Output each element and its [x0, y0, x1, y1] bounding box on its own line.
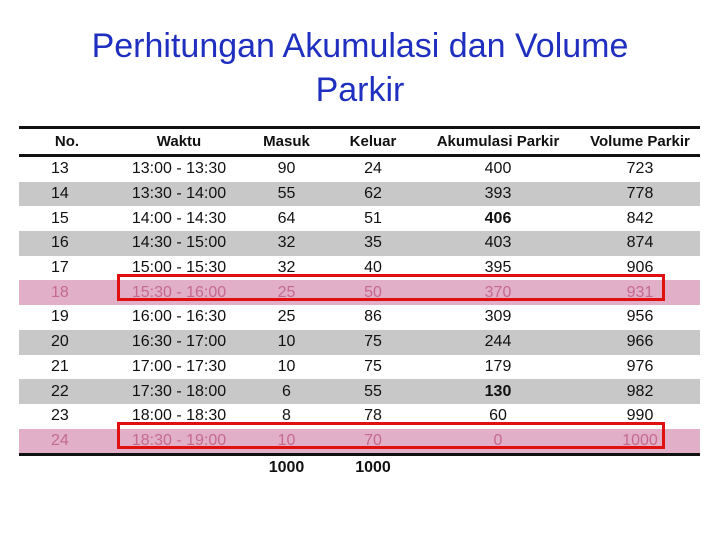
cell-keluar: 70: [330, 429, 416, 455]
cell-no: 20: [19, 330, 115, 355]
cell-no: 14: [19, 182, 115, 207]
cell-akumulasi: 393: [416, 182, 580, 207]
parking-table: [19, 126, 700, 480]
total-empty-cell: [115, 455, 243, 481]
cell-keluar: 55: [330, 379, 416, 404]
table-row: [19, 305, 700, 330]
cell-volume: 982: [580, 379, 700, 404]
cell-volume: 842: [580, 206, 700, 231]
table-row: [19, 156, 700, 182]
cell-no: 22: [19, 379, 115, 404]
cell-waktu: 16:00 - 16:30: [115, 305, 243, 330]
cell-akumulasi: 370: [416, 280, 580, 305]
cell-volume: 778: [580, 182, 700, 207]
cell-masuk: 6: [243, 379, 330, 404]
cell-akumulasi: 400: [416, 156, 580, 182]
cell-masuk: 32: [243, 231, 330, 256]
cell-keluar: 40: [330, 256, 416, 281]
cell-masuk: 25: [243, 305, 330, 330]
cell-waktu: 17:30 - 18:00: [115, 379, 243, 404]
cell-waktu: 15:30 - 16:00: [115, 280, 243, 305]
cell-no: 23: [19, 404, 115, 429]
cell-keluar: 78: [330, 404, 416, 429]
cell-volume: 976: [580, 355, 700, 380]
cell-no: 21: [19, 355, 115, 380]
cell-keluar: 86: [330, 305, 416, 330]
cell-keluar: 75: [330, 355, 416, 380]
table-row: [19, 256, 700, 281]
cell-masuk: 10: [243, 429, 330, 455]
header-waktu: Waktu: [115, 128, 243, 156]
cell-no: 19: [19, 305, 115, 330]
totals-row: [19, 455, 700, 481]
cell-keluar: 50: [330, 280, 416, 305]
cell-no: 13: [19, 156, 115, 182]
cell-waktu: 16:30 - 17:00: [115, 330, 243, 355]
cell-masuk: 55: [243, 182, 330, 207]
slide-title-line-2: Parkir: [315, 71, 405, 109]
cell-no: 17: [19, 256, 115, 281]
cell-no: 18: [19, 280, 115, 305]
header-keluar: Keluar: [330, 128, 416, 156]
cell-keluar: 35: [330, 231, 416, 256]
cell-akumulasi: 0: [416, 429, 580, 455]
total-empty-cell: [580, 455, 700, 481]
cell-waktu: 13:00 - 13:30: [115, 156, 243, 182]
cell-waktu: 18:00 - 18:30: [115, 404, 243, 429]
cell-akumulasi: 395: [416, 256, 580, 281]
cell-masuk: 25: [243, 280, 330, 305]
cell-no: 15: [19, 206, 115, 231]
total-masuk: 1000: [243, 455, 330, 481]
cell-volume: 956: [580, 305, 700, 330]
cell-akumulasi: 179: [416, 355, 580, 380]
cell-waktu: 14:00 - 14:30: [115, 206, 243, 231]
cell-waktu: 18:30 - 19:00: [115, 429, 243, 455]
parking-table-container: [19, 126, 700, 480]
cell-waktu: 17:00 - 17:30: [115, 355, 243, 380]
cell-volume: 990: [580, 404, 700, 429]
table-header-row: [19, 128, 700, 156]
cell-volume: 966: [580, 330, 700, 355]
cell-volume: 906: [580, 256, 700, 281]
cell-akumulasi: 406: [416, 206, 580, 231]
cell-waktu: 14:30 - 15:00: [115, 231, 243, 256]
cell-masuk: 8: [243, 404, 330, 429]
table-row: [19, 379, 700, 404]
header-akumulasi-parkir: Akumulasi Parkir: [416, 128, 580, 156]
cell-volume: 874: [580, 231, 700, 256]
table-row: [19, 330, 700, 355]
slide-title: [0, 24, 720, 112]
cell-volume: 1000: [580, 429, 700, 455]
total-empty-cell: [19, 455, 115, 481]
cell-akumulasi: 309: [416, 305, 580, 330]
table-row: [19, 355, 700, 380]
cell-no: 16: [19, 231, 115, 256]
table-row: [19, 206, 700, 231]
cell-masuk: 64: [243, 206, 330, 231]
cell-masuk: 32: [243, 256, 330, 281]
header-masuk: Masuk: [243, 128, 330, 156]
cell-akumulasi: 60: [416, 404, 580, 429]
cell-akumulasi: 244: [416, 330, 580, 355]
total-keluar: 1000: [330, 455, 416, 481]
cell-volume: 723: [580, 156, 700, 182]
table-row-highlighted: [19, 429, 700, 455]
slide-title-line-1: Perhitungan Akumulasi dan Volume: [91, 27, 629, 65]
cell-waktu: 13:30 - 14:00: [115, 182, 243, 207]
header-volume-parkir: Volume Parkir: [580, 128, 700, 156]
table-row-highlighted: [19, 280, 700, 305]
table-row: [19, 231, 700, 256]
cell-no: 24: [19, 429, 115, 455]
total-empty-cell: [416, 455, 580, 481]
cell-akumulasi: 403: [416, 231, 580, 256]
cell-keluar: 75: [330, 330, 416, 355]
cell-waktu: 15:00 - 15:30: [115, 256, 243, 281]
table-row: [19, 404, 700, 429]
table-row: [19, 182, 700, 207]
cell-akumulasi: 130: [416, 379, 580, 404]
cell-keluar: 51: [330, 206, 416, 231]
cell-masuk: 10: [243, 330, 330, 355]
cell-masuk: 90: [243, 156, 330, 182]
header-no: No.: [19, 128, 115, 156]
cell-keluar: 62: [330, 182, 416, 207]
cell-volume: 931: [580, 280, 700, 305]
cell-masuk: 10: [243, 355, 330, 380]
cell-keluar: 24: [330, 156, 416, 182]
